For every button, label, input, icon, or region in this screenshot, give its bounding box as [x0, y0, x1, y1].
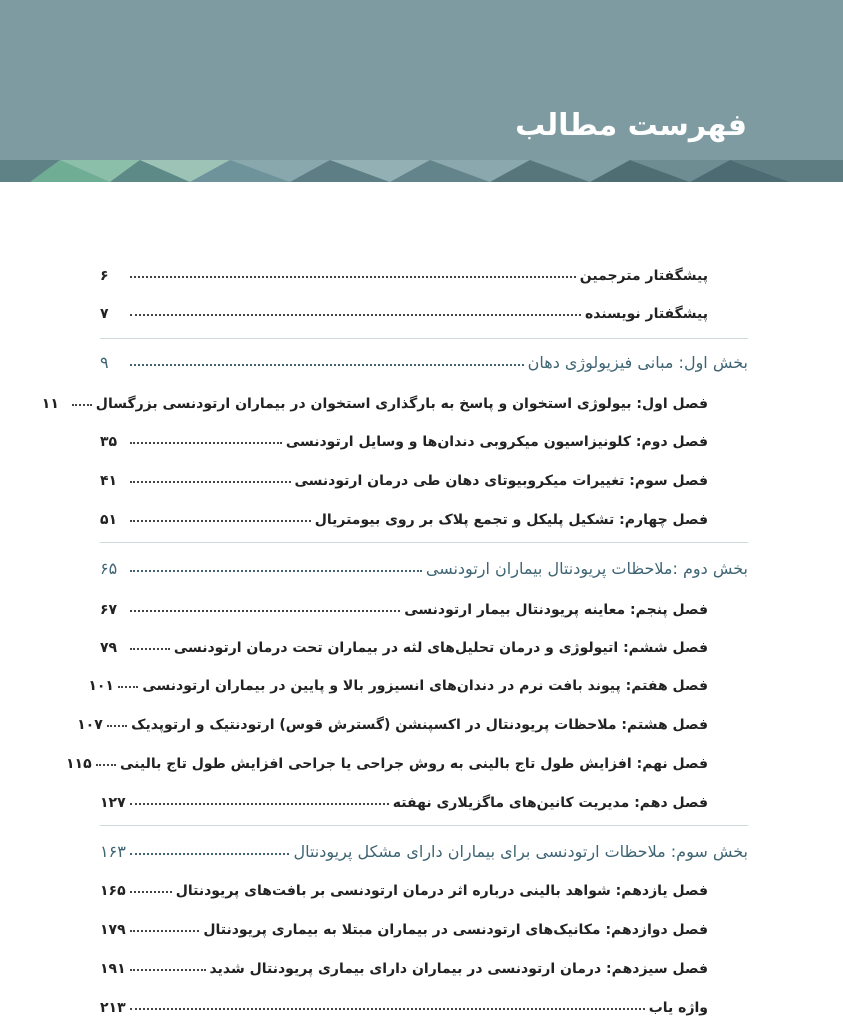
- toc-entry[interactable]: [100, 296, 748, 322]
- toc-entry-page: ۱۶۵: [100, 883, 126, 899]
- toc-entry-page: ۱۹۱: [100, 961, 126, 977]
- toc-entry[interactable]: [100, 424, 748, 450]
- divider: [100, 825, 748, 826]
- toc-entry-label: فصل دهم: مدیریت کانین‌های ماگزیلاری نهفته: [392, 795, 708, 811]
- toc-section-page: ۱۶۳: [100, 842, 126, 861]
- toc-leader-dots: [130, 1008, 645, 1010]
- toc-leader-dots: [130, 648, 170, 650]
- toc-section[interactable]: [100, 552, 748, 578]
- toc-entry-page: ۱۷۹: [100, 922, 126, 938]
- toc-leader-dots: [130, 481, 291, 483]
- toc-entry[interactable]: [88, 668, 748, 694]
- toc-section-label: بخش سوم: ملاحظات ارتودنسی برای بیماران دارای مشکل پریودنتال: [293, 842, 748, 861]
- toc-leader-dots: [130, 930, 199, 932]
- toc-entry-label: فصل هشتم: ملاحظات پریودنتال در اکسپنشن (گسترش قوس) ارتودنتیک و ارتوپدیک: [131, 717, 708, 733]
- toc-leader-dots: [130, 803, 389, 805]
- toc-entry[interactable]: [100, 990, 748, 1016]
- toc-entry[interactable]: [100, 592, 748, 618]
- toc-leader-dots: [130, 276, 576, 278]
- toc-entry-label: فصل چهارم: تشکیل پلیکل و تجمع پلاک بر روی بیومتریال: [314, 512, 708, 528]
- toc-entry-label: فصل نهم: افزایش طول تاج بالینی به روش جراحی یا جراحی افزایش طول تاج بالینی: [119, 756, 708, 772]
- toc-entry[interactable]: [41, 386, 748, 412]
- toc-entry-label: فصل سوم: تغییرات میکروبیوتای دهان طی درمان ارتودنسی: [294, 473, 708, 489]
- toc-entry-label: فصل پنجم: معاینه پریودنتال بیمار ارتودنسی: [404, 602, 708, 618]
- toc-entry[interactable]: [100, 630, 748, 656]
- toc-entry-page: ۱۱: [41, 396, 59, 412]
- toc-entry-label: فصل دوازدهم: مکانیک‌های ارتودنسی در بیماران مبتلا به بیماری پریودنتال: [203, 922, 708, 938]
- toc-entry-page: ۷۹: [100, 640, 118, 656]
- toc-section[interactable]: [100, 835, 748, 861]
- toc-entry-label: پیشگفتار نویسنده: [585, 306, 708, 322]
- toc-leader-dots: [130, 364, 524, 366]
- toc-entry-page: ۱۰۷: [77, 717, 103, 733]
- toc-entry[interactable]: [100, 873, 748, 899]
- toc-entry-page: ۴۱: [100, 473, 118, 489]
- toc-entry[interactable]: [77, 707, 748, 733]
- toc-entry-page: ۲۱۳: [100, 1000, 126, 1016]
- toc-entry-page: ۱۱۵: [65, 756, 92, 772]
- toc-leader-dots: [130, 570, 422, 572]
- toc-entry-page: ۷: [100, 306, 109, 322]
- toc-section-label: بخش دوم :ملاحظات پریودنتال بیماران ارتودنسی: [425, 559, 748, 578]
- toc-entry-page: ۵۱: [100, 512, 118, 528]
- toc-entry-label: فصل هفتم: پیوند بافت نرم در دندان‌های انسیزور بالا و پایین در بیماران ارتودنسی: [142, 678, 708, 694]
- toc-entry[interactable]: [100, 502, 748, 528]
- toc-leader-dots: [96, 764, 116, 766]
- toc-section-page: ۹: [100, 353, 109, 372]
- toc-entry[interactable]: [100, 785, 748, 811]
- toc-entry-page: ۳۵: [100, 434, 118, 450]
- divider: [100, 338, 748, 339]
- page-title: فهرست مطالب: [515, 108, 747, 143]
- toc-entry[interactable]: [65, 746, 748, 772]
- toc-entry-label: پیشگفتار مترجمین: [579, 268, 708, 284]
- toc-section-label: بخش اول: مبانی فیزیولوژی دهان: [527, 353, 748, 372]
- toc-entry[interactable]: [100, 912, 748, 938]
- toc-leader-dots: [130, 891, 172, 893]
- toc-entry-label: فصل دوم: کلونیزاسیون میکروبی دندان‌ها و وسایل ارتودنسی: [285, 434, 708, 450]
- toc-section[interactable]: [100, 346, 748, 372]
- toc-leader-dots: [130, 853, 289, 855]
- toc-leader-dots: [130, 442, 282, 444]
- divider: [100, 542, 748, 543]
- toc-section-page: ۶۵: [100, 559, 118, 578]
- toc-leader-dots: [130, 520, 311, 522]
- toc-entry[interactable]: [100, 951, 748, 977]
- toc-entry-label: فصل یازدهم: شواهد بالینی درباره اثر درمان ارتودنسی بر بافت‌های پریودنتال: [175, 883, 708, 899]
- toc-leader-dots: [130, 969, 206, 971]
- toc-entry-label: واژه یاب: [648, 1000, 708, 1016]
- header-decoration: [0, 0, 843, 182]
- page-header: [0, 0, 843, 182]
- toc-entry-page: ۱۲۷: [100, 795, 126, 811]
- toc-entry-page: ۶۷: [100, 602, 118, 618]
- toc-entry[interactable]: [100, 258, 748, 284]
- toc-leader-dots: [130, 314, 581, 316]
- toc-entry-label: فصل ششم: اتیولوژی و درمان تحلیل‌های لثه در بیماران تحت درمان ارتودنسی: [173, 640, 708, 656]
- toc-leader-dots: [118, 686, 138, 688]
- toc-entry-page: ۱۰۱: [88, 678, 114, 694]
- toc-entry-label: فصل اول: بیولوژی استخوان و پاسخ به بارگذاری استخوان در بیماران ارتودنسی بزرگسال: [95, 396, 708, 412]
- toc-leader-dots: [130, 610, 400, 612]
- toc-entry[interactable]: [100, 463, 748, 489]
- toc-leader-dots: [107, 725, 127, 727]
- toc-leader-dots: [72, 404, 92, 406]
- toc-entry-page: ۶: [100, 268, 109, 284]
- toc-entry-label: فصل سیزدهم: درمان ارتودنسی در بیماران دارای بیماری پریودنتال شدید: [209, 961, 708, 977]
